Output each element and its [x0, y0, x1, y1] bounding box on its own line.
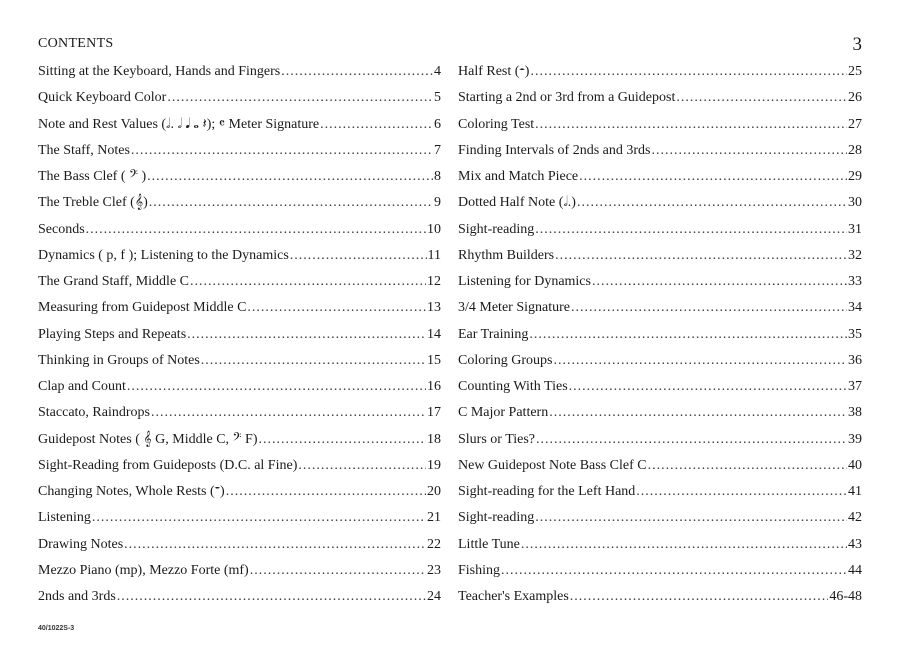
toc-entry [458, 405, 862, 431]
toc-entry [458, 169, 862, 195]
toc-entry-page: 26 [848, 90, 862, 106]
dot-leader [521, 537, 847, 553]
dot-leader [190, 274, 426, 290]
toc-entry-page: 36 [848, 352, 862, 368]
toc-entry [458, 248, 862, 274]
toc-entry-title: New Guidepost Note Bass Clef C [458, 457, 647, 473]
toc-entry-title: Rhythm Builders [458, 247, 555, 263]
toc-entry-title: Playing Steps and Repeats [38, 326, 187, 342]
page-number: 3 [852, 34, 862, 55]
dot-leader [92, 510, 426, 526]
toc-entry-title: Seconds [38, 221, 85, 237]
toc-entry-page: 19 [427, 457, 441, 473]
toc-entry-title: C Major Pattern [458, 405, 549, 421]
toc-entry [38, 405, 441, 431]
toc-entry-title: Teacher's Examples [458, 589, 569, 604]
toc-entry [38, 589, 441, 615]
toc-entry [38, 143, 441, 169]
toc-entry-page: 46-48 [829, 589, 862, 604]
toc-entry [38, 537, 441, 563]
toc-entry-title: Mezzo Piano (mp), Mezzo Forte (mf) [38, 562, 249, 578]
toc-entry [458, 274, 862, 300]
dot-leader [535, 222, 847, 238]
toc-entry [38, 432, 441, 458]
toc-entry-title: Changing Notes, Whole Rests (𝄻) [38, 484, 225, 499]
toc-entry-page: 41 [848, 484, 862, 499]
toc-entry-page: 31 [848, 221, 862, 237]
toc-entry-title: The Bass Clef ( 𝄢 ) [38, 169, 147, 184]
dot-leader [651, 143, 847, 159]
toc-entry [38, 248, 441, 274]
dot-leader [167, 90, 433, 106]
toc-entry-page: 7 [434, 142, 441, 158]
toc-entry-page: 5 [434, 90, 441, 106]
dot-leader [529, 327, 847, 343]
toc-entry-page: 34 [848, 300, 862, 316]
dot-leader [281, 64, 433, 80]
toc-entry-page: 21 [427, 510, 441, 526]
toc-entry-title: The Staff, Notes [38, 142, 130, 158]
toc-entry-page: 11 [427, 247, 441, 263]
toc-entry [458, 537, 862, 563]
dot-leader [535, 117, 847, 133]
toc-entry [38, 300, 441, 326]
toc-entry [458, 458, 862, 484]
toc-entry-title: Measuring from Guidepost Middle C [38, 300, 247, 316]
toc-entry-title: Listening [38, 510, 91, 526]
dot-leader [320, 117, 433, 133]
toc-entry-title: Fishing [458, 562, 501, 578]
toc-entry [458, 90, 862, 116]
toc-entry [458, 117, 862, 143]
toc-entry [38, 64, 441, 90]
toc-entry-title: Sight-reading [458, 221, 535, 237]
toc-entry [38, 353, 441, 379]
toc-entry [458, 510, 862, 536]
dot-leader [577, 195, 847, 211]
toc-entry-page: 44 [848, 562, 862, 578]
toc-entry-page: 17 [427, 405, 441, 421]
toc-entry-title: Quick Keyboard Color [38, 90, 167, 106]
toc-entry-page: 4 [434, 64, 441, 79]
toc-entry-title: Half Rest (𝄼) [458, 64, 530, 79]
dot-leader [226, 484, 426, 500]
toc-entry-title: Ear Training [458, 326, 529, 342]
dot-leader [571, 300, 847, 316]
dot-leader [676, 90, 847, 106]
toc-entry [38, 169, 441, 195]
toc-entry-page: 13 [427, 300, 441, 316]
toc-entry-page: 14 [427, 326, 441, 342]
toc-entry-title: Counting With Ties [458, 379, 568, 394]
toc-entry-page: 22 [427, 536, 441, 552]
toc-entry-title: Thinking in Groups of Notes [38, 352, 200, 368]
toc-entry-page: 35 [848, 326, 862, 342]
dot-leader [127, 379, 426, 395]
dot-leader [86, 222, 426, 238]
toc-entry-title: Clap and Count [38, 379, 126, 394]
dot-leader [147, 169, 433, 185]
toc-entry-title: Coloring Test [458, 116, 535, 132]
toc-entry-title: Slurs or Ties? [458, 431, 536, 447]
dot-leader [250, 563, 426, 579]
toc-entry [458, 563, 862, 589]
dot-leader [187, 327, 426, 343]
dot-leader [530, 64, 847, 80]
toc-entry-page: 29 [848, 169, 862, 184]
dot-leader [555, 248, 847, 264]
toc-entry-title: Dynamics ( p, f ); Listening to the Dynamics [38, 247, 289, 263]
dot-leader [570, 589, 829, 605]
dot-leader [259, 432, 427, 448]
toc-entry [458, 143, 862, 169]
toc-entry-page: 30 [848, 195, 862, 211]
toc-entry-page: 42 [848, 510, 862, 526]
toc-entry-page: 8 [434, 169, 441, 184]
toc-entry [458, 379, 862, 405]
toc-entry-title: Staccato, Raindrops [38, 405, 150, 421]
dot-leader [149, 195, 433, 211]
toc-entry-page: 39 [848, 431, 862, 447]
toc-entry [458, 432, 862, 458]
toc-entry-title: Dotted Half Note (𝅗𝅥.) [458, 195, 576, 211]
dot-leader [298, 458, 426, 474]
toc-entry-page: 20 [427, 484, 441, 499]
toc-entry-page: 6 [434, 116, 441, 132]
toc-entry-title: Mix and Match Piece [458, 169, 579, 184]
toc-entry-page: 27 [848, 116, 862, 132]
toc-right-column [458, 64, 862, 615]
toc-entry-title: Sight-Reading from Guideposts (D.C. al Fine) [38, 457, 298, 473]
toc-entry [38, 379, 441, 405]
toc-entry-title: Sight-reading for the Left Hand [458, 484, 636, 499]
toc-entry [38, 195, 441, 221]
dot-leader [131, 143, 433, 159]
toc-entry [38, 327, 441, 353]
toc-entry [458, 327, 862, 353]
toc-entry-title: The Treble Clef (𝄞) [38, 195, 148, 211]
toc-entry-page: 43 [848, 536, 862, 552]
dot-leader [592, 274, 847, 290]
toc-entry-page: 28 [848, 142, 862, 158]
toc-entry [458, 589, 862, 615]
toc-entry-title: Starting a 2nd or 3rd from a Guidepost [458, 90, 676, 106]
dot-leader [290, 248, 427, 264]
toc-entry-title: Sight-reading [458, 510, 535, 526]
toc-entry-page: 40 [848, 457, 862, 473]
dot-leader [579, 169, 847, 185]
toc-entry-title: The Grand Staff, Middle C [38, 274, 189, 289]
toc-entry [458, 222, 862, 248]
dot-leader [569, 379, 847, 395]
toc-entry-title: Drawing Notes [38, 536, 124, 552]
dot-leader [151, 405, 426, 421]
toc-entry [38, 458, 441, 484]
toc-entry-page: 25 [848, 64, 862, 79]
toc-entry-page: 38 [848, 405, 862, 421]
toc-entry-title: Little Tune [458, 536, 520, 552]
toc-entry-title: Finding Intervals of 2nds and 3rds [458, 142, 651, 158]
dot-leader [536, 432, 847, 448]
toc-entry-page: 18 [427, 431, 441, 447]
toc-entry-title: Sitting at the Keyboard, Hands and Fingers [38, 64, 281, 79]
dot-leader [247, 300, 426, 316]
toc-entry-title: 2nds and 3rds [38, 589, 116, 604]
toc-entry-page: 24 [427, 589, 441, 604]
toc-entry [458, 484, 862, 510]
toc-entry-page: 33 [848, 274, 862, 289]
toc-entry [38, 484, 441, 510]
toc-entry [38, 563, 441, 589]
toc-entry-title: Guidepost Notes ( 𝄞 G, Middle C, 𝄢 F) [38, 431, 258, 447]
toc-entry-page: 32 [848, 247, 862, 263]
dot-leader [549, 405, 847, 421]
dot-leader [501, 563, 847, 579]
toc-entry [458, 300, 862, 326]
dot-leader [554, 353, 848, 369]
toc-entry [38, 274, 441, 300]
contents-heading: CONTENTS [38, 36, 114, 51]
toc-entry-title: Coloring Groups [458, 352, 553, 368]
dot-leader [201, 353, 426, 369]
toc-left-column [38, 64, 441, 615]
toc-entry [38, 510, 441, 536]
toc-entry-page: 10 [427, 221, 441, 237]
toc-entry-page: 12 [427, 274, 441, 289]
dot-leader [117, 589, 426, 605]
toc-entry [458, 195, 862, 221]
toc-entry-page: 16 [427, 379, 441, 394]
dot-leader [124, 537, 426, 553]
toc-entry-page: 9 [434, 195, 441, 211]
toc-entry-page: 23 [427, 562, 441, 578]
toc-entry [38, 117, 441, 143]
toc-entry [38, 90, 441, 116]
catalog-code: 40/1022S-3 [38, 625, 75, 632]
toc-entry-title: Note and Rest Values (𝅗𝅥. 𝅗𝅥 𝅘𝅥 𝅝 𝄽); 𝄴 Meter Signature [38, 116, 320, 132]
dot-leader [636, 484, 847, 500]
toc-entry-title: 3/4 Meter Signature [458, 300, 570, 316]
toc-entry-page: 37 [848, 379, 862, 394]
dot-leader [648, 458, 847, 474]
dot-leader [535, 510, 847, 526]
toc-entry [458, 64, 862, 90]
toc-entry [458, 353, 862, 379]
toc-entry [38, 222, 441, 248]
toc-entry-page: 15 [427, 352, 441, 368]
toc-entry-title: Listening for Dynamics [458, 274, 591, 289]
